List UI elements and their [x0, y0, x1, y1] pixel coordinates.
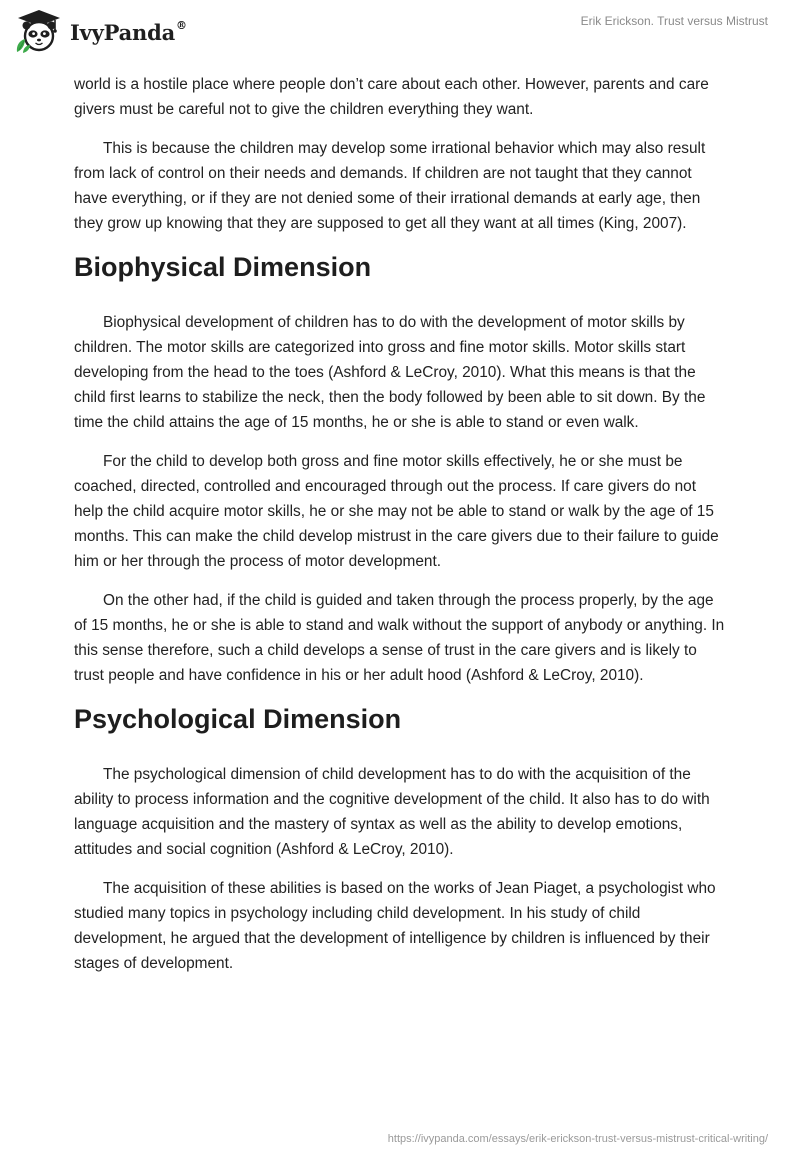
brand-name: IvyPanda®: [70, 18, 187, 45]
registered-mark: ®: [176, 18, 187, 32]
paragraph-continuation: world is a hostile place where people don’t care about each other. However, parents and care givers must be careful not to give the children everything they want.: [74, 76, 709, 118]
heading-psychological-dimension: Psychological Dimension: [74, 704, 402, 734]
article-body: [74, 72, 726, 990]
paragraph-jean-piaget: The acquisition of these abilities is based on the works of Jean Piaget, a psychologist who studied many topics in psychology including child development. In his study of child development, he argued that the development of intelligence by children is influenced by their stages of development.: [74, 880, 716, 972]
ivypanda-logo[interactable]: [14, 8, 187, 54]
paragraph-irrational-behavior: This is because the children may develop some irrational behavior which may also result from lack of control on their needs and demands. If children are not taught that they cannot have everything, or if they are not denied some of their irrational demands at early age, then they grow up knowing that they are supposed to get all they want at all times (King, 2007).: [74, 140, 706, 232]
paragraph-cognitive-development: The psychological dimension of child development has to do with the acquisition of the ability to process information and the cognitive development of the child. It also has to do with language acquisition and the mastery of syntax as well as the ability to develop emotions, attitudes and social cognition (Ashford & LeCroy, 2010).: [74, 766, 710, 858]
document-title: Erik Erickson. Trust versus Mistrust: [580, 14, 768, 28]
page-header: [0, 0, 800, 62]
paragraph-coaching: For the child to develop both gross and fine motor skills effectively, he or she must be coached, directed, controlled and encouraged through out the process. If care givers do not help the child acquire motor skills, he or she may not be able to stand or walk by the age of 15 months. This can make the child develop mistrust in the care givers due to their failure to guide him or her through the process of motor development.: [74, 453, 719, 570]
source-url[interactable]: https://ivypanda.com/essays/erik-erickson-trust-versus-mistrust-critical-writing/: [387, 1133, 768, 1145]
panda-graduate-icon: [14, 8, 64, 54]
heading-biophysical-dimension: Biophysical Dimension: [74, 252, 372, 282]
paragraph-motor-skills: Biophysical development of children has to do with the development of motor skills by children. The motor skills are categorized into gross and fine motor skills. Motor skills start developing from the head to the toes (Ashford & LeCroy, 2010). What this means is that the child first learns to stabilize the neck, then the body followed by been able to sit down. By the time the child attains the age of 15 months, he or she is able to stand or even walk.: [74, 314, 706, 431]
paragraph-trust-development: On the other had, if the child is guided and taken through the process properly, by the age of 15 months, he or she is able to stand and walk without the support of anybody or anything. In this sense therefore, such a child develops a sense of trust in the care givers and is likely to trust people and have confidence in his or her adult hood (Ashford & LeCroy, 2010).: [74, 592, 725, 684]
